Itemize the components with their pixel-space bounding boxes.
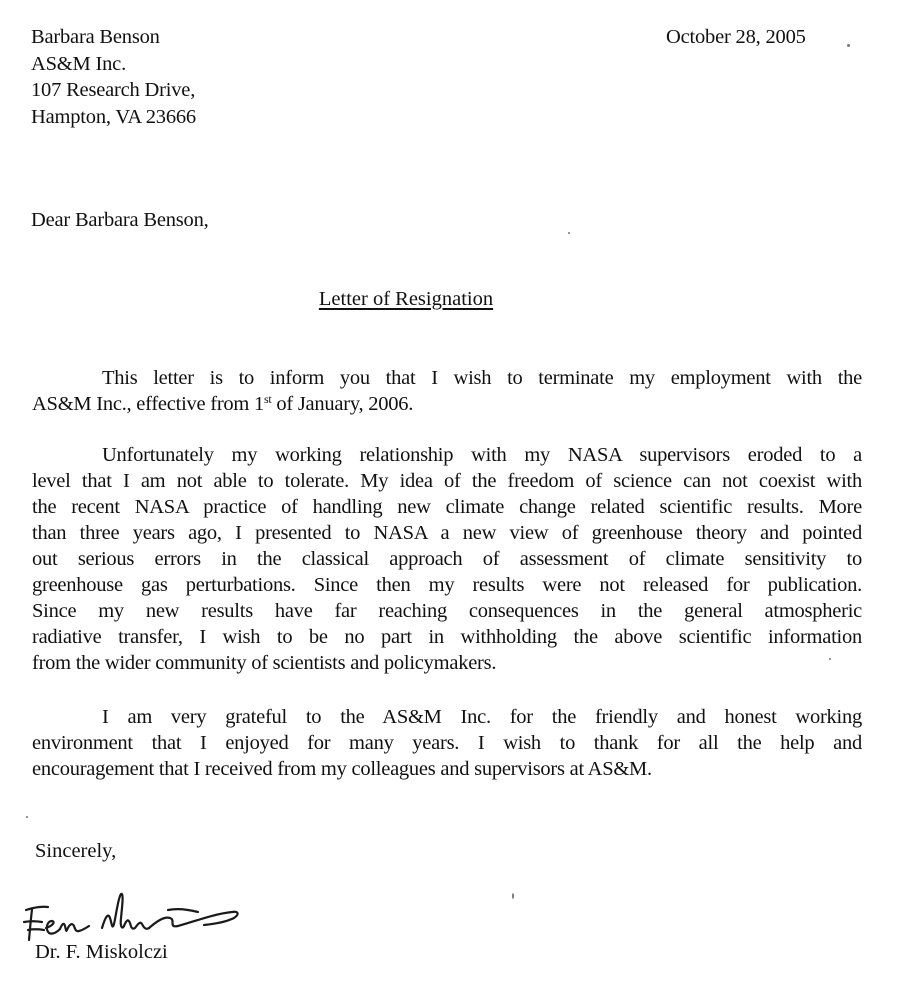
paragraph-line: Unfortunately my working relationship with my NASA supervisors eroded to a bbox=[102, 444, 862, 466]
signer-name: Dr. F. Miskolczi bbox=[35, 941, 168, 963]
effective-date-post: of January, 2006. bbox=[271, 393, 414, 415]
paragraph-line: out serious errors in the classical approach of assessment of climate sensitivity to bbox=[32, 548, 862, 570]
sender-name: Barbara Benson bbox=[31, 26, 160, 48]
letter-subject bbox=[0, 286, 812, 312]
salutation: Dear Barbara Benson, bbox=[31, 209, 209, 231]
paragraph-notice bbox=[32, 365, 862, 417]
sender-company: AS&M Inc. bbox=[31, 52, 127, 75]
paragraph-line: the recent NASA practice of handling new climate change related scientific results. More bbox=[32, 496, 862, 518]
paragraph-line: radiative transfer, I wish to be no part in withholding the above scientific information bbox=[32, 626, 862, 648]
sender-city: Hampton, VA 23666 bbox=[31, 105, 196, 128]
paragraph-line: encouragement that I received from my colleagues and supervisors at AS&M. bbox=[32, 758, 652, 780]
ordinal-suffix: st bbox=[263, 392, 272, 406]
paragraph-line: I am very grateful to the AS&M Inc. for the friendly and honest working bbox=[102, 706, 862, 728]
subject-text: Letter of Resignation bbox=[318, 288, 494, 310]
paragraph-line: from the wider community of scientists and policymakers. bbox=[32, 652, 497, 674]
scan-speck bbox=[568, 232, 570, 234]
scan-speck bbox=[829, 658, 831, 660]
paragraph-line: greenhouse gas perturbations. Since then my results were not released for publication. bbox=[32, 574, 862, 596]
sender-address-block bbox=[31, 24, 196, 130]
paragraph-thanks bbox=[32, 704, 862, 782]
paragraph-line: than three years ago, I presented to NASA a new view of greenhouse theory and pointed bbox=[32, 522, 862, 544]
effective-date-pre: AS&M Inc., effective from 1 bbox=[32, 393, 264, 415]
paragraph-line: environment that I enjoyed for many years. I wish to thank for all the help and bbox=[32, 732, 862, 754]
paragraph-line: level that I am not able to tolerate. My idea of the freedom of science can not coexist with bbox=[32, 470, 862, 492]
scan-speck bbox=[26, 816, 28, 818]
paragraph-reasons bbox=[32, 442, 862, 676]
scan-speck bbox=[847, 44, 850, 47]
paragraph-line bbox=[32, 391, 862, 417]
closing-phrase: Sincerely, bbox=[35, 840, 117, 862]
sender-street: 107 Research Drive, bbox=[31, 79, 196, 101]
scan-speck bbox=[512, 893, 514, 899]
letter-date: October 28, 2005 bbox=[666, 26, 806, 48]
paragraph-line: This letter is to inform you that I wish to terminate my employment with the bbox=[102, 367, 862, 389]
paragraph-line: Since my new results have far reaching consequences in the general atmospheric bbox=[32, 600, 862, 622]
